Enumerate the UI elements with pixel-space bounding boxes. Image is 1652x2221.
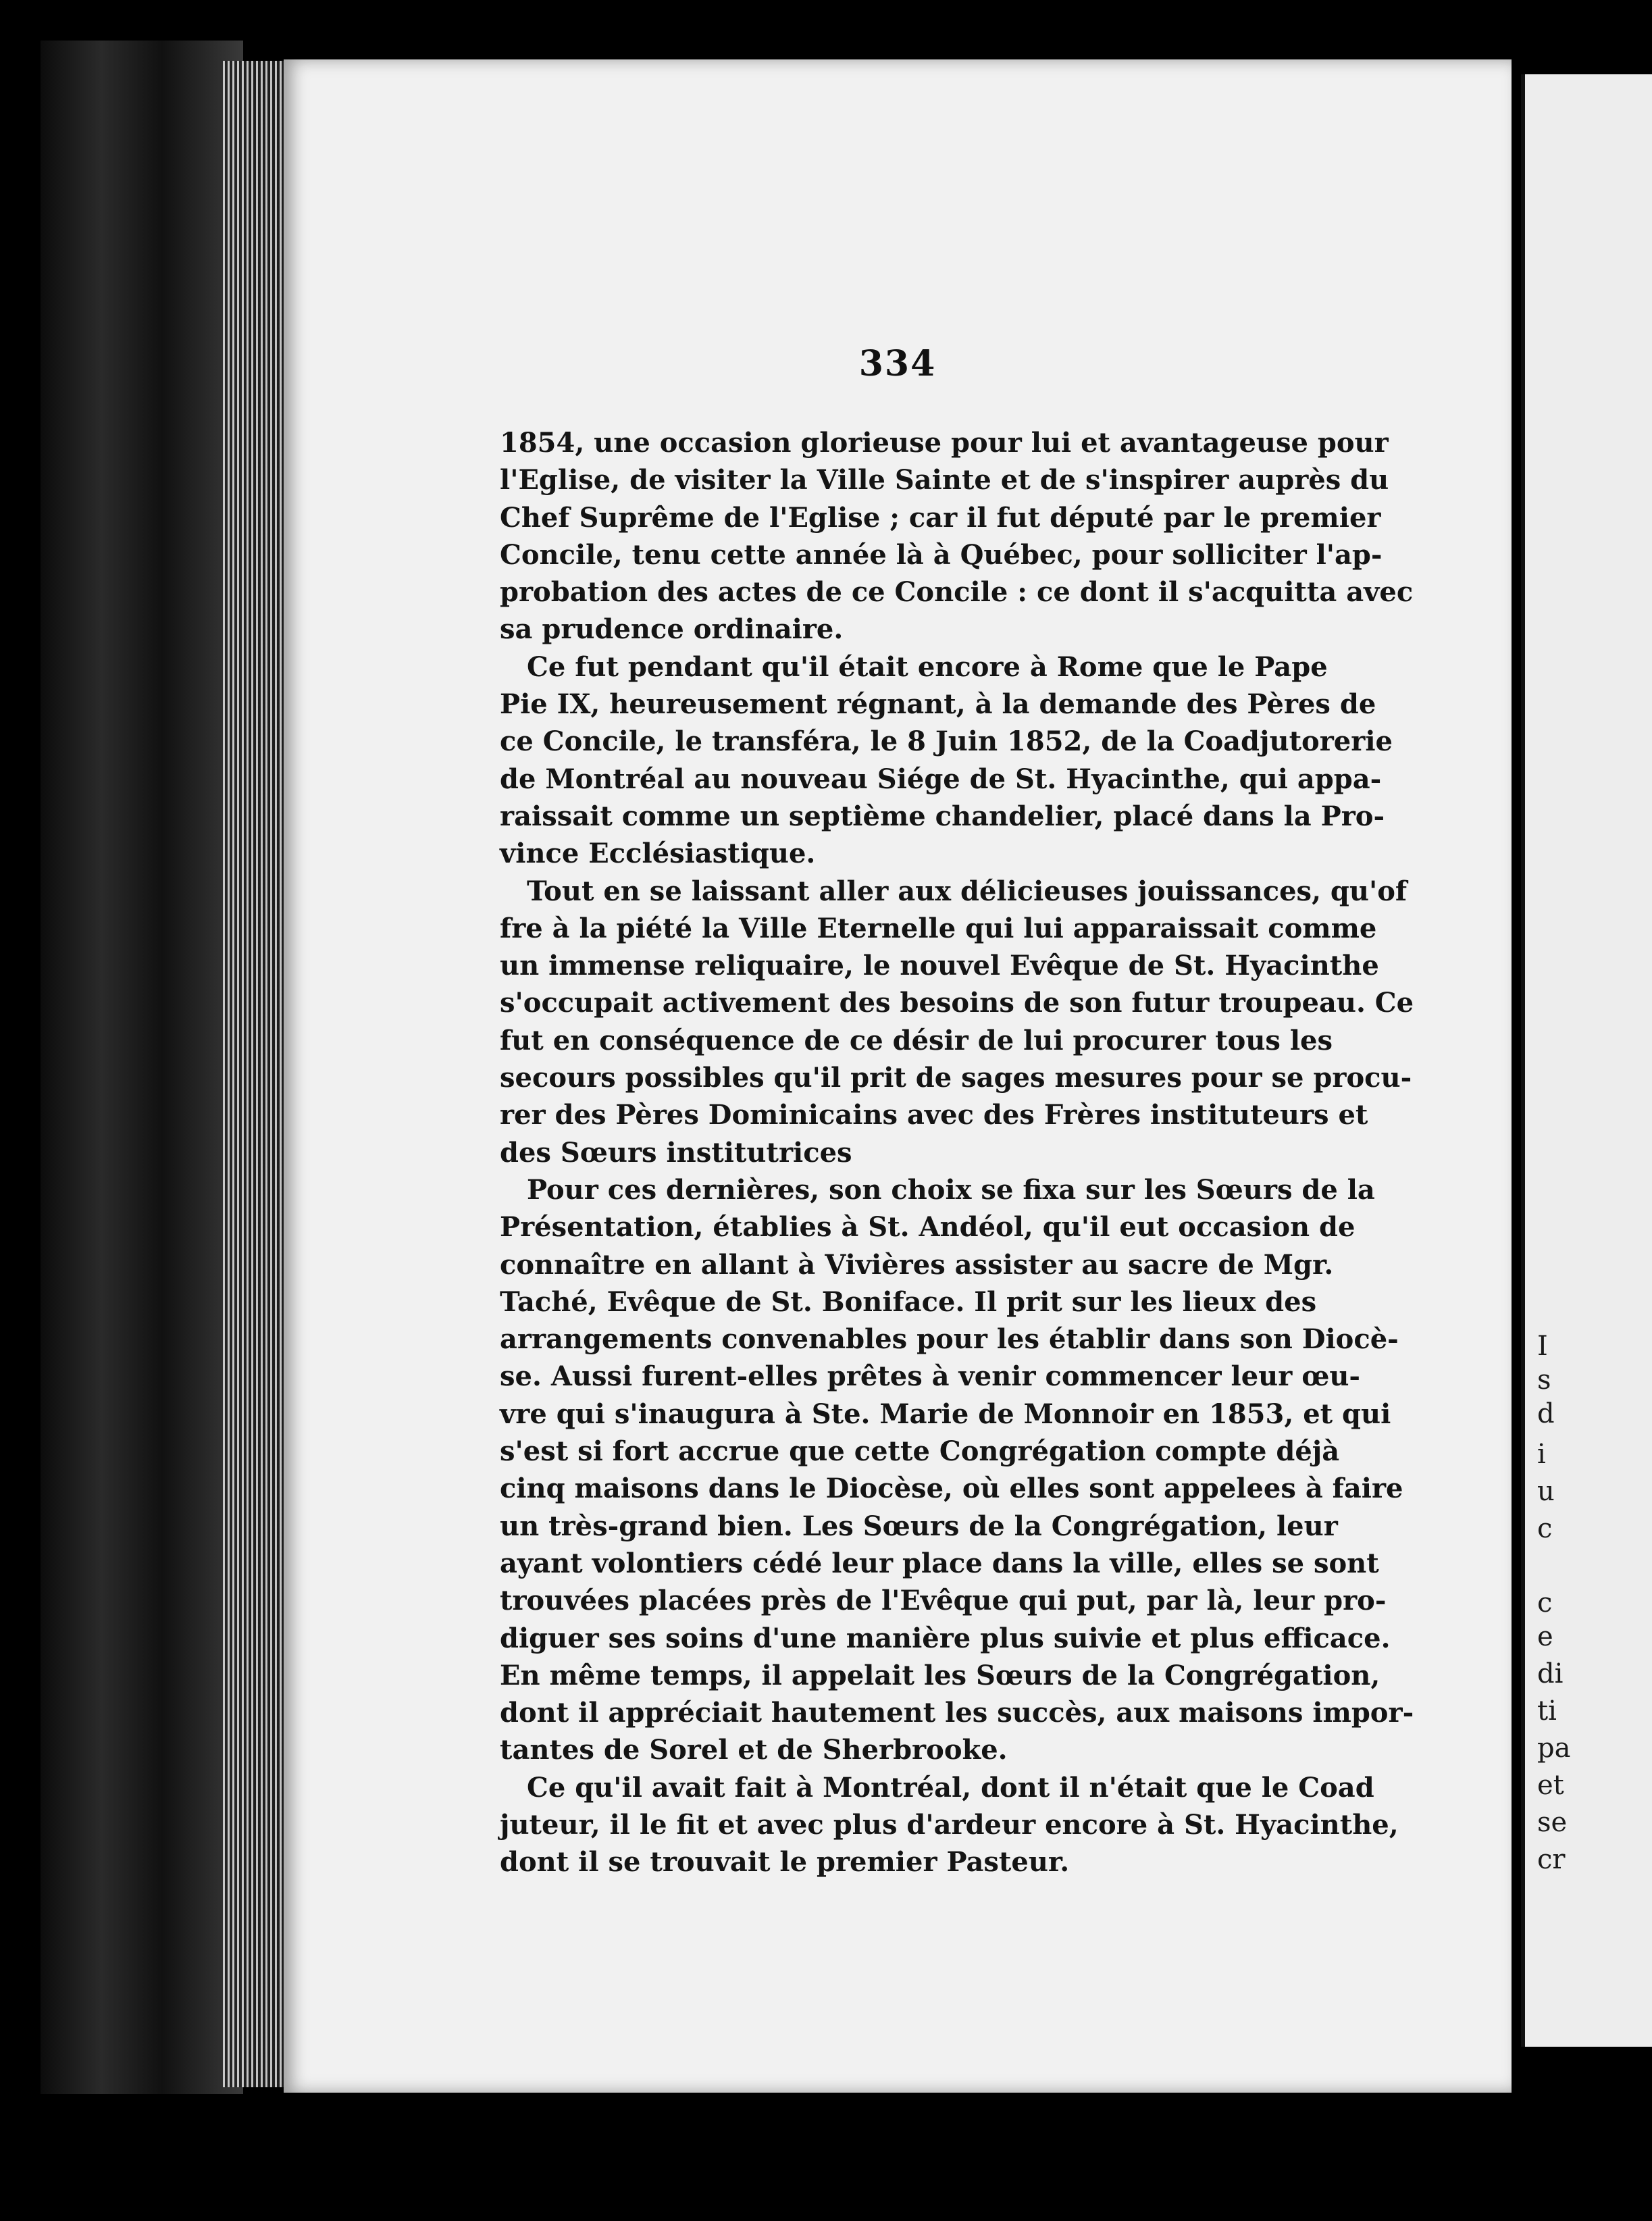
adjacent-page-fragment: cr	[1537, 1844, 1566, 1875]
text-line: Ce fut pendant qu'il était encore à Rome que le Pape	[527, 650, 1328, 683]
text-line: ce Concile, le transféra, le 8 Juin 1852, de la Coadjutorerie	[500, 725, 1393, 758]
body-text	[500, 424, 1414, 1881]
text-line: un immense reliquaire, le nouvel Evêque de St. Hyacinthe	[500, 950, 1379, 982]
adjacent-page-fragment: d	[1537, 1398, 1555, 1429]
text-line: Présentation, établies à St. Andéol, qu'il eut occasion de	[500, 1211, 1356, 1244]
text-line: tantes de Sorel et de Sherbrooke.	[500, 1734, 1008, 1766]
text-line: juteur, il le fit et avec plus d'ardeur encore à St. Hyacinthe,	[500, 1808, 1399, 1841]
adjacent-page-fragment: u	[1537, 1476, 1555, 1507]
text-line: Pour ces dernières, son choix se fixa sur les Sœurs de la	[527, 1173, 1375, 1206]
text-line: dont il appréciait hautement les succès, aux maisons impor-	[500, 1697, 1414, 1729]
page-edges	[223, 61, 284, 2087]
text-line: En même temps, il appelait les Sœurs de la Congrégation,	[500, 1659, 1380, 1691]
book-binding-gutter	[41, 41, 243, 2094]
adjacent-page-fragment: di	[1537, 1658, 1564, 1689]
text-line: arrangements convenables pour les établir dans son Diocè-	[500, 1323, 1399, 1356]
text-line: trouvées placées près de l'Evêque qui put, par là, leur pro-	[500, 1585, 1387, 1617]
text-line: Ce qu'il avait fait à Montréal, dont il n'était que le Coad	[527, 1771, 1374, 1804]
text-line: dont il se trouvait le premier Pasteur.	[500, 1846, 1070, 1879]
text-line: Tout en se laissant aller aux délicieuses jouissances, qu'of	[527, 875, 1408, 907]
text-line: diguer ses soins d'une manière plus suivie et plus efficace.	[500, 1622, 1391, 1654]
book-page	[284, 59, 1512, 2093]
text-line: fre à la piété la Ville Eternelle qui lui apparaissait comme	[500, 912, 1377, 944]
text-line: Pie IX, heureusement régnant, à la demande des Pères de	[500, 688, 1376, 721]
text-line: sa prudence ordinaire.	[500, 613, 844, 646]
adjacent-page-fragment: i	[1537, 1439, 1546, 1470]
text-line: rer des Pères Dominicains avec des Frères instituteurs et	[500, 1099, 1368, 1131]
text-line: 1854, une occasion glorieuse pour lui et avantageuse pour	[500, 427, 1389, 459]
adjacent-page-fragment: I	[1537, 1331, 1548, 1362]
page-number: 334	[858, 343, 937, 384]
text-line: des Sœurs institutrices	[500, 1136, 852, 1169]
text-line: s'est si fort accrue que cette Congrégation compte déjà	[500, 1435, 1340, 1468]
text-line: probation des actes de ce Concile : ce dont il s'acquitta avec	[500, 576, 1414, 609]
text-line: Concile, tenu cette année là à Québec, pour solliciter l'ap-	[500, 538, 1383, 571]
text-line: fut en conséquence de ce désir de lui procurer tous les	[500, 1024, 1333, 1056]
text-line: un très-grand bien. Les Sœurs de la Congrégation, leur	[500, 1510, 1338, 1542]
text-line: connaître en allant à Vivières assister au sacre de Mgr.	[500, 1248, 1334, 1281]
adjacent-page-edge	[1521, 74, 1652, 2047]
text-line: vre qui s'inaugura à Ste. Marie de Monnoir en 1853, et qui	[500, 1398, 1391, 1430]
text-line: ayant volontiers cédé leur place dans la ville, elles se sont	[500, 1547, 1379, 1579]
text-line: se. Aussi furent-elles prêtes à venir commencer leur œu-	[500, 1360, 1361, 1393]
text-line: vince Ecclésiastique.	[500, 838, 816, 870]
text-line: Taché, Evêque de St. Boniface. Il prit sur les lieux des	[500, 1285, 1317, 1318]
adjacent-page-fragment: et	[1537, 1770, 1564, 1801]
adjacent-page-fragment: s	[1537, 1364, 1551, 1396]
text-line: Chef Suprême de l'Eglise ; car il fut député par le premier	[500, 501, 1381, 534]
text-line: s'occupait activement des besoins de son futur troupeau. Ce	[500, 987, 1414, 1019]
text-line: l'Eglise, de visiter la Ville Sainte et de s'inspirer auprès du	[500, 464, 1389, 496]
adjacent-page-fragment: pa	[1537, 1733, 1571, 1764]
adjacent-page-fragment: e	[1537, 1621, 1553, 1652]
text-line: secours possibles qu'il prit de sages mesures pour se procu-	[500, 1062, 1412, 1094]
adjacent-page-fragment: ti	[1537, 1695, 1557, 1727]
adjacent-page-fragment: c	[1537, 1587, 1553, 1618]
text-line: raissait comme un septième chandelier, placé dans la Pro-	[500, 800, 1385, 832]
text-line: de Montréal au nouveau Siége de St. Hyacinthe, qui appa-	[500, 763, 1382, 795]
adjacent-page-fragment: c	[1537, 1513, 1553, 1544]
adjacent-page-fragment: se	[1537, 1807, 1568, 1838]
text-line: cinq maisons dans le Diocèse, où elles sont appelees à faire	[500, 1473, 1403, 1505]
